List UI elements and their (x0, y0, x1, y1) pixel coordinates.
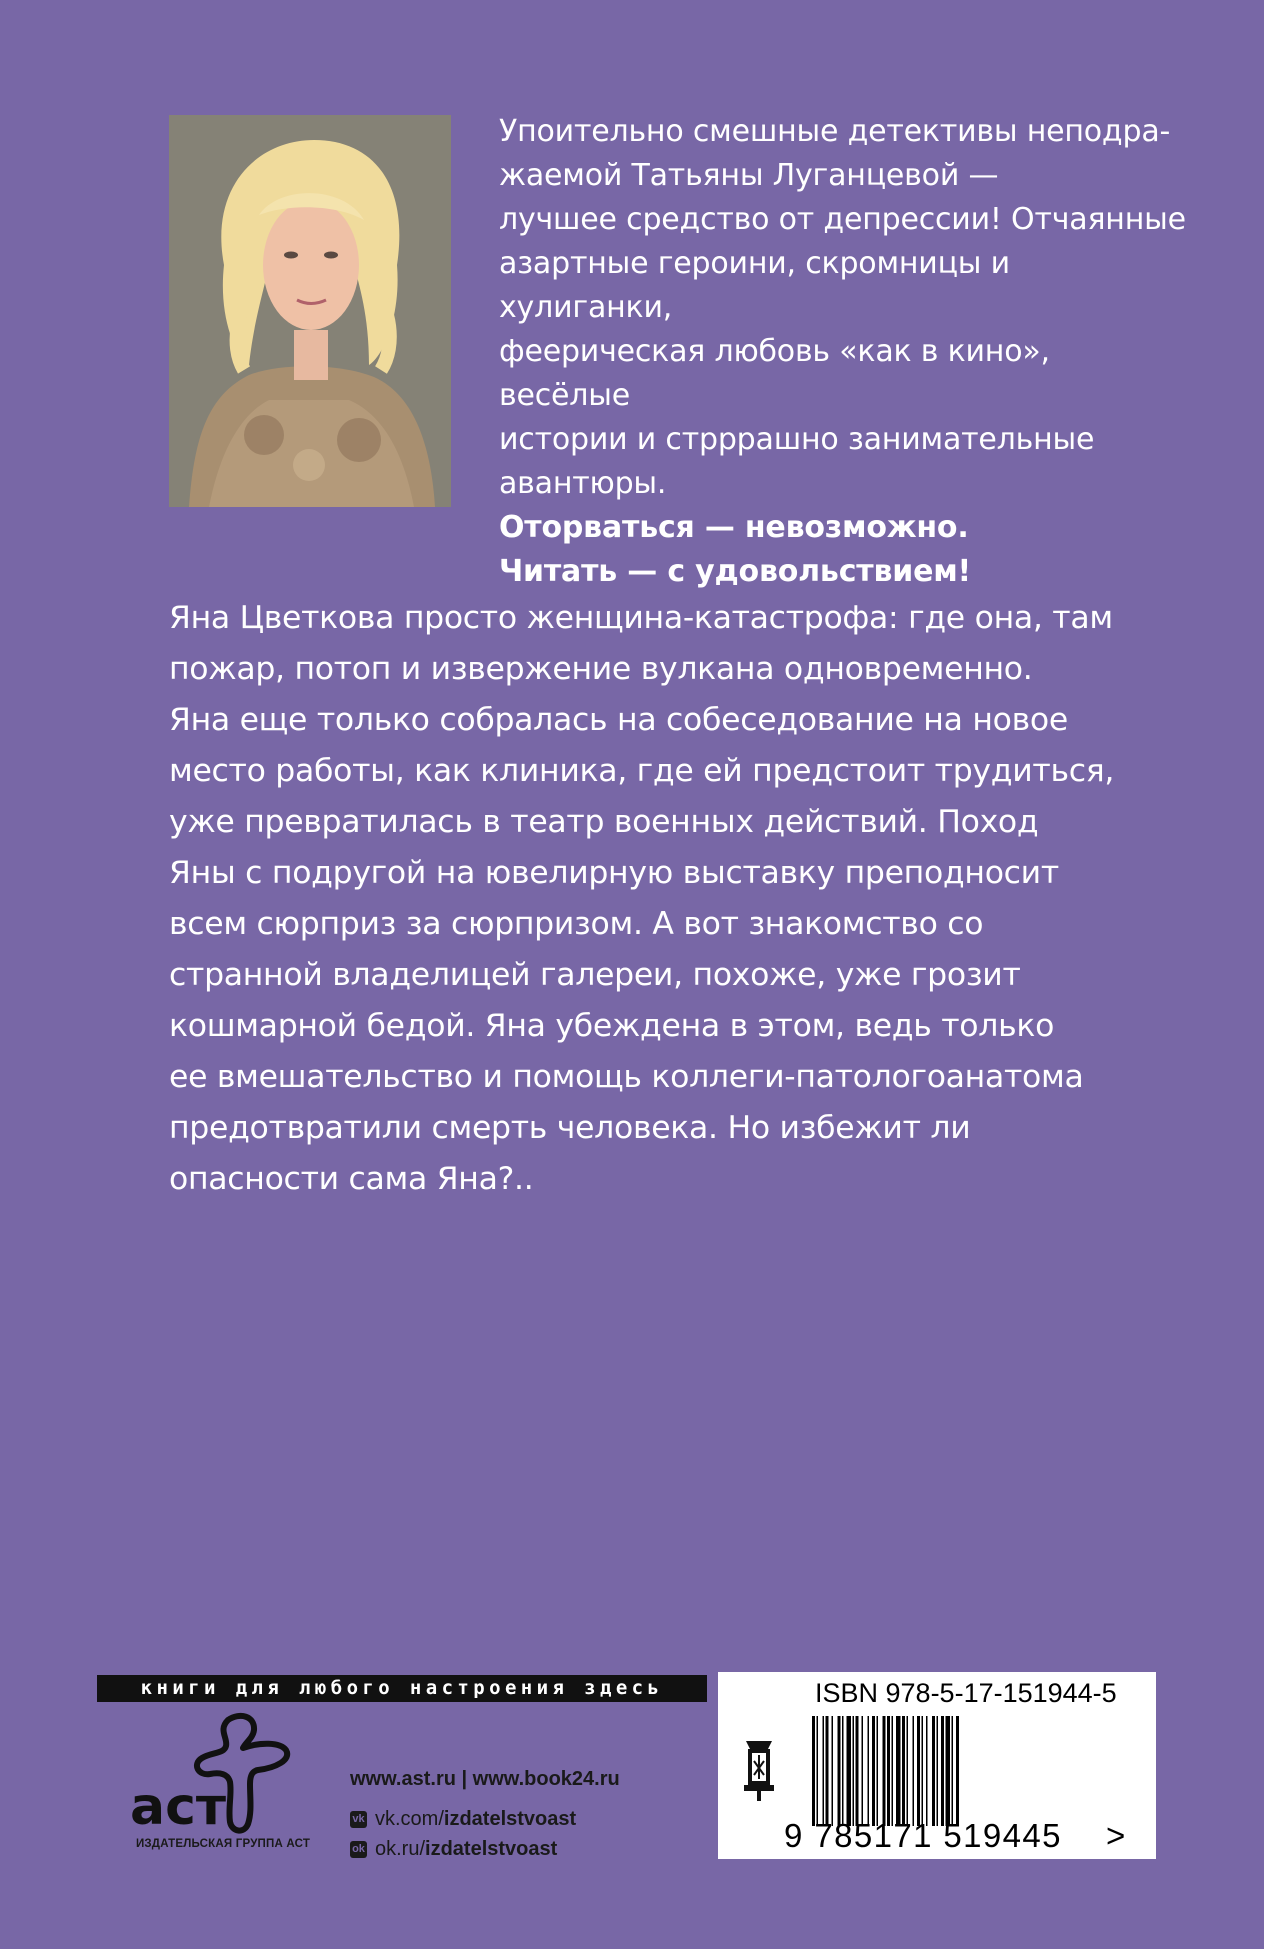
author-blurb (499, 110, 1189, 594)
blurb-line: феерическая любовь «как в кино», весёлые (499, 334, 1050, 413)
blurb-bold-line: Читать — с удовольствием! (499, 554, 972, 589)
annotation-line: предотвратили смерть человека. Но избежит ли (169, 1110, 971, 1146)
isbn-barcode (718, 1672, 1156, 1859)
annotation-line: Яна Цветкова просто женщина-катастрофа: где она, там (169, 600, 1113, 636)
barcode-bars (812, 1716, 1047, 1826)
ast-logo (110, 1712, 325, 1842)
blurb-line: авантюры. (499, 466, 667, 501)
annotation-line: всем сюрприз за сюрпризом. А вот знакомство со (169, 906, 984, 942)
barcode-arrow: > (1106, 1817, 1126, 1854)
blurb-line: жаемой Татьяны Луганцевой — (499, 158, 999, 193)
logo-text: аст (130, 1777, 227, 1837)
annotation-line: странной владелицей галереи, похоже, уже грозит (169, 957, 1021, 993)
slogan-banner: книги для любого настроения здесь (97, 1675, 707, 1702)
blurb-line: истории и стрррашно занимательные (499, 422, 1095, 457)
vk-link[interactable] (350, 1804, 620, 1834)
lantern-icon (738, 1737, 780, 1801)
blurb-line: Упоительно смешные детективы неподра- (499, 114, 1171, 149)
author-photo (169, 115, 451, 507)
publisher-links (350, 1764, 620, 1864)
ok-link[interactable] (350, 1834, 620, 1864)
barcode-digits: 9 785171 519445 (784, 1817, 1062, 1854)
book-annotation (169, 593, 1129, 1205)
vk-handle: izdatelstvoast (443, 1807, 577, 1830)
ok-prefix: ok.ru/ (375, 1837, 426, 1860)
vk-icon: vk (350, 1811, 367, 1828)
annotation-line: Яны с подругой на ювелирную выставку преподносит (169, 855, 1059, 891)
annotation-line: место работы, как клиника, где ей предстоит трудиться, (169, 753, 1115, 789)
annotation-line: пожар, потоп и извержение вулкана одновременно. (169, 651, 1033, 687)
ok-icon: ok (350, 1841, 367, 1858)
ok-handle: izdatelstvoast (425, 1837, 558, 1860)
annotation-line: кошмарной бедой. Яна убеждена в этом, ведь только (169, 1008, 1055, 1044)
blurb-bold-line: Оторваться — невозможно. (499, 510, 969, 545)
annotation-line: ее вмешательство и помощь коллеги-патологоанатома (169, 1059, 1084, 1095)
annotation-line: Яна еще только собралась на собеседование на новое (169, 702, 1068, 738)
annotation-line: уже превратилась в театр военных действий. Поход (169, 804, 1039, 840)
blurb-line: азартные героини, скромницы и хулиганки, (499, 246, 1010, 325)
isbn-label: ISBN 978-5-17-151944-5 (815, 1678, 1117, 1708)
blurb-line: лучшее средство от депрессии! Отчаянные (499, 202, 1186, 237)
annotation-line: опасности сама Яна?.. (169, 1161, 534, 1197)
vk-prefix: vk.com/ (375, 1807, 444, 1830)
publisher-name: ИЗДАТЕЛЬСКАЯ ГРУППА АСТ (135, 1838, 311, 1850)
websites[interactable]: www.ast.ru | www.book24.ru (350, 1767, 620, 1790)
